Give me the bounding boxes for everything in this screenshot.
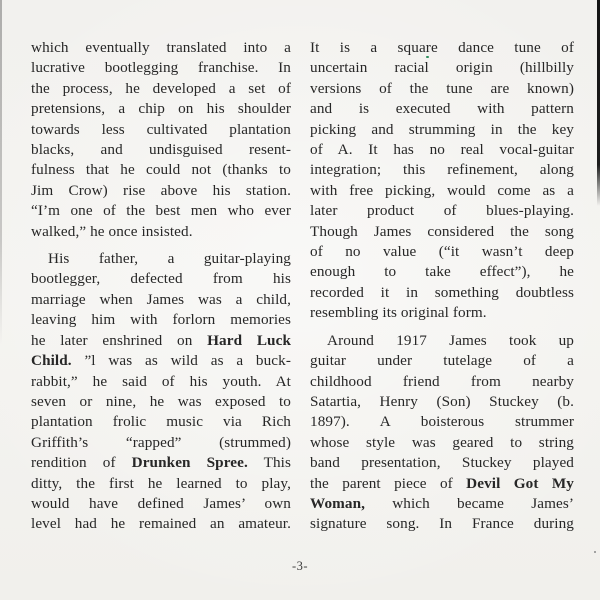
paragraph xyxy=(310,331,574,535)
text-line xyxy=(310,262,574,282)
text-segment: which became James’ xyxy=(365,494,574,512)
text-line xyxy=(31,120,291,140)
text-line xyxy=(31,160,291,180)
text-line xyxy=(310,99,574,119)
text-segment: plantation frolic music via Rich xyxy=(31,413,291,431)
text-columns xyxy=(31,38,574,535)
text-segment: Jim Crow) rise above his station. xyxy=(31,181,291,199)
text-segment: rabbit,” he said of his youth. At xyxy=(31,372,291,390)
text-segment: later product of blues-playing. xyxy=(310,202,574,220)
text-segment: the parent piece of xyxy=(310,474,467,492)
song-title-bold: Devil Got My xyxy=(466,474,574,492)
text-line xyxy=(31,201,291,221)
text-segment: fulness that he could not (thanks to xyxy=(31,161,291,179)
text-segment: picking and strumming in the key xyxy=(310,120,574,138)
text-line xyxy=(31,412,291,432)
text-line xyxy=(310,140,574,160)
text-line xyxy=(31,331,291,351)
text-line xyxy=(31,392,291,412)
text-segment: he later enshrined on xyxy=(31,331,208,349)
left-column xyxy=(31,38,291,535)
text-line xyxy=(31,453,291,473)
text-segment: with free picking, would come as a xyxy=(310,181,574,199)
text-line xyxy=(310,372,574,392)
text-line xyxy=(310,474,574,494)
text-line xyxy=(310,331,574,351)
text-line xyxy=(310,283,574,303)
text-segment: pretensions, a chip on his shoulder xyxy=(31,100,291,118)
text-segment: rendition of xyxy=(31,454,132,472)
text-line xyxy=(31,372,291,392)
text-segment: Griffith’s “rapped” (strummed) xyxy=(31,433,291,451)
text-line xyxy=(31,474,291,494)
text-segment: bootlegger, defected from his xyxy=(31,270,291,288)
text-line xyxy=(310,412,574,432)
text-segment: and is executed with pattern xyxy=(310,100,574,118)
text-segment: leaving him with forlorn memories xyxy=(31,311,291,329)
text-line xyxy=(31,222,291,242)
text-segment: band presentation, Stuckey played xyxy=(310,454,574,472)
text-line xyxy=(31,99,291,119)
text-line xyxy=(31,140,291,160)
text-line xyxy=(310,494,574,514)
text-segment: “I’m one of the best men who ever xyxy=(31,202,291,220)
text-line xyxy=(310,38,574,58)
text-line xyxy=(310,181,574,201)
text-segment: lucrative bootlegging franchise. In xyxy=(31,59,291,77)
text-line xyxy=(310,303,574,323)
scan-speck-dark xyxy=(594,551,596,553)
text-segment: enough to take effect”), he xyxy=(310,263,574,281)
text-line xyxy=(310,58,574,78)
text-line xyxy=(31,514,291,534)
text-line xyxy=(310,120,574,140)
paragraph xyxy=(31,38,291,242)
text-line xyxy=(31,494,291,514)
text-line xyxy=(31,269,291,289)
text-line xyxy=(310,514,574,534)
text-line xyxy=(310,201,574,221)
song-title-bold: Drunken Spree. xyxy=(131,454,248,472)
text-segment: whose style was geared to string xyxy=(310,433,574,451)
text-segment: signature song. In France during xyxy=(310,515,574,533)
text-segment: marriage when James was a child, xyxy=(31,290,291,308)
text-line xyxy=(310,392,574,412)
page-number: -3- xyxy=(291,559,309,573)
text-segment: childhood friend from nearby xyxy=(310,372,574,390)
text-segment: Around 1917 James took up xyxy=(327,331,574,349)
text-line xyxy=(310,433,574,453)
text-segment: His father, a guitar-playing xyxy=(48,250,291,268)
text-line xyxy=(31,58,291,78)
text-segment: It is a square dance tune of xyxy=(310,39,574,56)
text-segment: guitar under tutelage of a xyxy=(310,352,574,370)
right-column xyxy=(310,38,574,535)
scan-edge-artifact-left xyxy=(0,0,2,345)
text-segment: versions of the tune are known) xyxy=(310,79,574,97)
song-title-bold: Child. xyxy=(31,352,72,370)
text-segment: which eventually translated into a xyxy=(31,39,291,56)
text-segment: 1897). A boisterous strummer xyxy=(310,413,574,431)
text-segment: the process, he developed a set of xyxy=(31,79,291,97)
text-segment: would have defined James’ own xyxy=(31,494,291,512)
text-segment: recorded it in something doubtless xyxy=(310,283,574,301)
text-segment: ”l was as wild as a buck- xyxy=(71,352,291,370)
song-title-bold: Woman, xyxy=(310,494,366,512)
text-line xyxy=(310,222,574,242)
text-line xyxy=(31,38,291,58)
text-line xyxy=(310,351,574,371)
text-segment: towards less cultivated plantation xyxy=(31,120,291,138)
paragraph xyxy=(31,249,291,535)
text-line xyxy=(310,242,574,262)
text-line xyxy=(31,79,291,99)
text-segment: integration; this refinement, along xyxy=(310,161,574,179)
paragraph xyxy=(310,38,574,324)
text-segment: ditty, the first he learned to play, xyxy=(31,474,291,492)
text-segment: Satartia, Henry (Son) Stuckey (b. xyxy=(310,392,574,410)
scan-speck-green xyxy=(426,56,429,58)
text-line xyxy=(31,249,291,269)
text-line xyxy=(31,351,291,371)
text-line xyxy=(31,310,291,330)
song-title-bold: Hard Luck xyxy=(207,331,291,349)
text-segment: Though James considered the song xyxy=(310,222,574,240)
text-segment: resembling its original form. xyxy=(310,304,487,322)
text-segment: of no value (“it wasn’t deep xyxy=(310,243,574,261)
text-line xyxy=(310,453,574,473)
text-segment: seven or nine, he was exposed to xyxy=(31,392,291,410)
text-segment: level had he remained an amateur. xyxy=(31,515,291,533)
text-segment: of A. It has no real vocal-guitar xyxy=(310,141,574,159)
text-segment: walked,” he once insisted. xyxy=(31,222,193,240)
text-segment: This xyxy=(247,454,291,472)
text-line xyxy=(310,79,574,99)
text-segment: blacks, and undisguised resent- xyxy=(31,141,291,159)
text-segment: uncertain racial origin (hillbilly xyxy=(310,59,574,77)
text-line xyxy=(31,290,291,310)
text-line xyxy=(310,160,574,180)
text-line xyxy=(31,433,291,453)
text-line xyxy=(31,181,291,201)
